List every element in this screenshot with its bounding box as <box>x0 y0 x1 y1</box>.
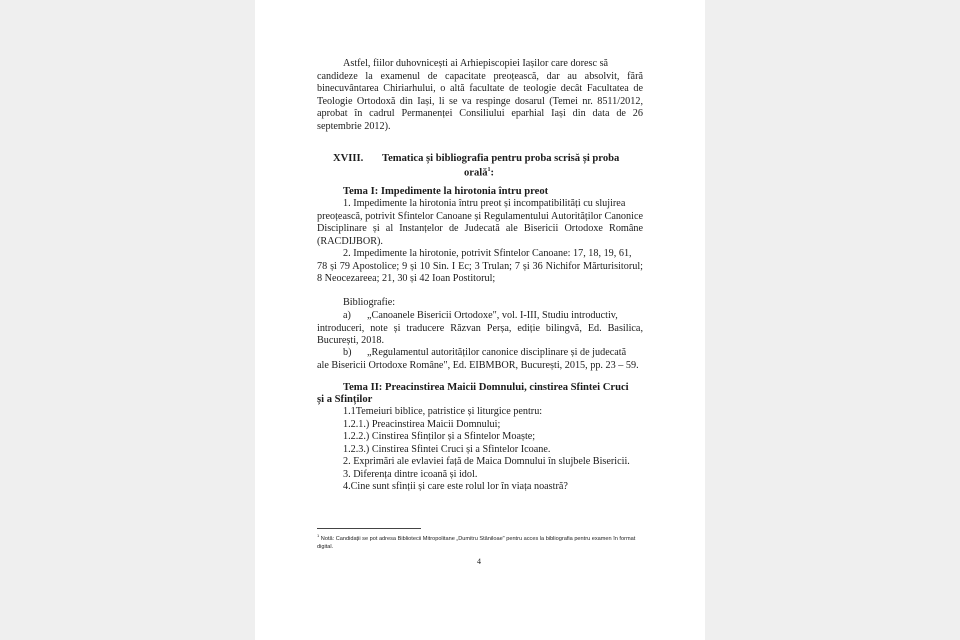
section-title-line1: Tematica și bibliografia pentru proba scrisă și proba <box>382 153 620 164</box>
bib-a-label: a) <box>343 310 351 321</box>
tema2-item: 3. Diferența dintre icoană și idol. <box>343 468 478 480</box>
section-footnote-mark: 1 <box>487 167 491 173</box>
page-number: 4 <box>477 557 481 566</box>
tema1-title: Tema I: Impedimente la hirotonia întru preot <box>343 186 549 197</box>
bib-b-first: „Regulamentul autorităților canonice disciplinare și de judecată <box>367 347 627 358</box>
footnote-divider <box>317 528 421 529</box>
tema1-item2-rest: 78 și 79 Apostolice; 9 și 10 Sin. I Ec; 3 Trulan; 7 și 36 Nichifor Mărturisitorul; 8 Neocezareea; 21, 30 și 42 Ioan Postitorul; <box>317 260 643 284</box>
tema1-item1-rest: preoțească, potrivit Sfintelor Canoane și Regulamentului Autorităților Canonice Disciplinare și al Instanțelor de Judecată ale Bisericii Ortodoxe Române (RACDIJBOR). <box>317 210 643 247</box>
bibliography-label: Bibliografie: <box>343 297 396 308</box>
tema2-item: 4.Cine sunt sfinții și care este rolul lor în viața noastră? <box>343 481 568 492</box>
tema2-item: 2. Exprimări ale evlaviei față de Maica Domnului în slujbele Bisericii. <box>343 456 630 467</box>
tema2-item: 1.2.3.) Cinstirea Sfintei Cruci și a Sfintelor Icoane. <box>343 443 551 455</box>
document-page <box>255 0 705 640</box>
footnote-text: Notă: Candidații se pot adresa Bibliotecii Mitropolitane „Dumitru Stăniloae" pentru acces la bibliografia pentru examen în format digital. <box>317 535 636 550</box>
footnote: $^1$ Notă: Candidații se pot adresa Bibliotecii Mitropolitane „Dumitru Stăniloae" pentru acces la bibliografia pentru examen în format digital. <box>317 533 636 550</box>
section-number: XVIII. <box>333 153 364 164</box>
tema2-item: 1.2.2.) Cinstirea Sfinților și a Sfintelor Moaște; <box>343 431 536 442</box>
tema2-title-line1: Tema II: Preacinstirea Maicii Domnului, cinstirea Sfintei Cruci <box>343 382 629 393</box>
tema2-title-line2: și a Sfinților <box>317 394 373 405</box>
tema1-item2-first: 2. Impedimente la hirotonie, potrivit Sfintelor Canoane: 17, 18, 19, 61, <box>343 248 632 259</box>
intro-first-line: Astfel, fiilor duhovnicești ai Arhiepiscopiei Iașilor care doresc să <box>343 58 609 69</box>
tema1-item1-first: 1. Impedimente la hirotonia întru preot și incompatibilități cu slujirea <box>343 198 626 209</box>
bib-b-label: b) <box>343 347 352 358</box>
tema2-item: 1.1Temeiuri biblice, patristice și liturgice pentru: <box>343 406 543 417</box>
tema2-item: 1.2.1.) Preacinstirea Maicii Domnului; <box>343 418 501 430</box>
intro-paragraph: candideze la examenul de capacitate preoțească, dar au absolvit, fără binecuvântarea Chiriarhului, o altă facultate de teologie decât Facultatea de Teologie Ortodoxă din Iași, li se va respinge dosarul (Temei nr. 8511/2012, aprobat în cadrul Permanenței Consiliului eparhial Iași din data de 26 septembrie 2012). <box>317 70 643 132</box>
section-title-line2: orală$^1$: <box>464 167 495 179</box>
bib-b-rest: ale Bisericii Ortodoxe Române", Ed. EIBMBOR, București, 2015, pp. 23 – 59. <box>317 359 639 371</box>
bib-a-first: „Canoanele Bisericii Ortodoxe", vol. I-III, Studiu introductiv, <box>367 310 618 321</box>
bib-a-rest: introduceri, note și traducere Răzvan Perșa, ediție bilingvă, Ed. Basilica, București, 2018. <box>317 322 643 346</box>
